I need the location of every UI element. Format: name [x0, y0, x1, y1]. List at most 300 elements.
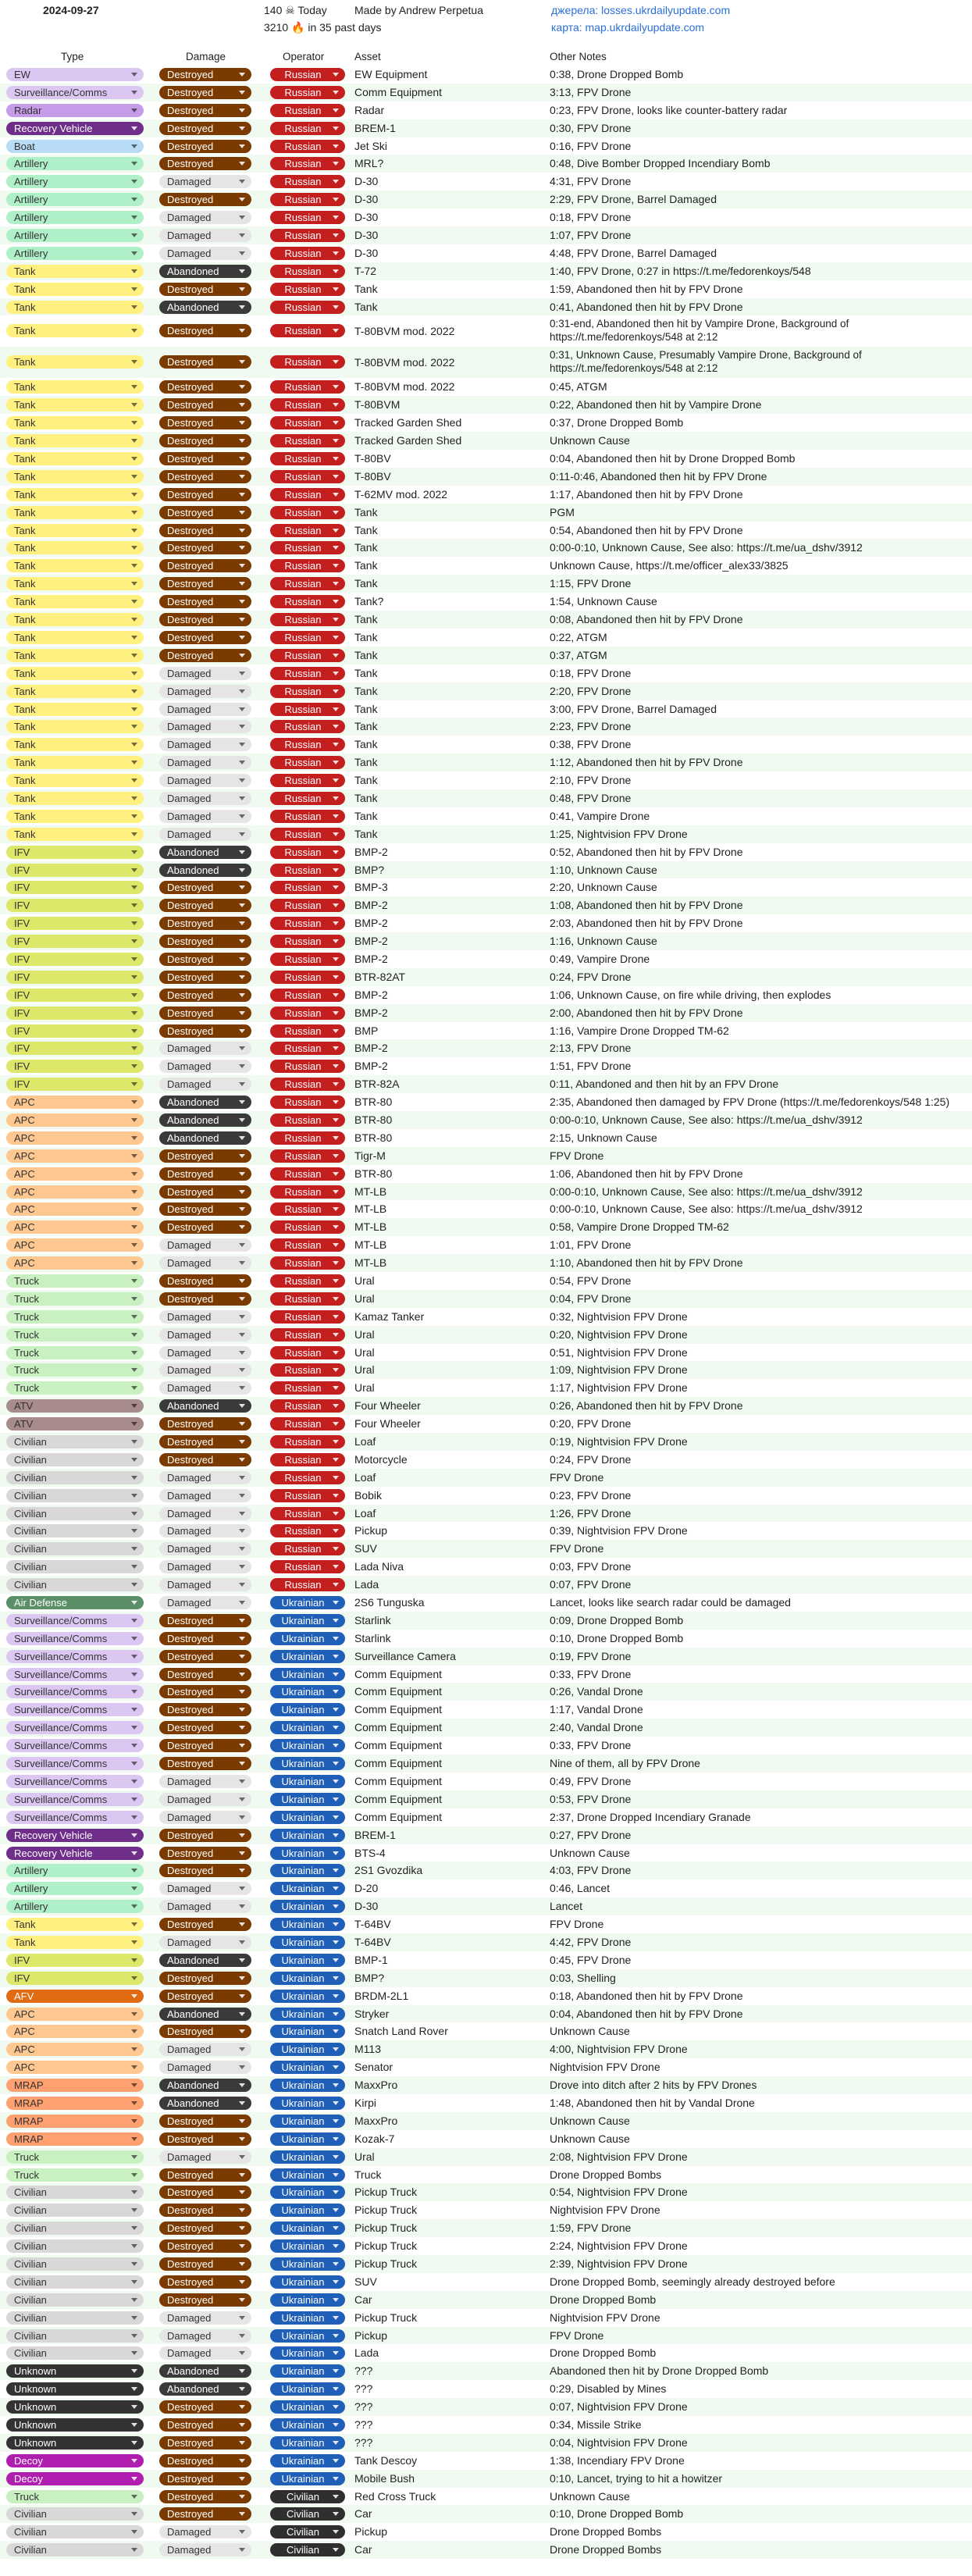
operator-select[interactable] — [270, 229, 345, 242]
operator-select[interactable] — [270, 881, 345, 894]
damage-select[interactable] — [159, 488, 251, 501]
damage-select[interactable] — [159, 953, 251, 966]
operator-select[interactable] — [270, 2454, 345, 2467]
operator-select[interactable] — [270, 541, 345, 554]
operator-select[interactable] — [270, 2008, 345, 2021]
damage-select[interactable] — [159, 2364, 251, 2378]
damage-select[interactable] — [159, 1060, 251, 1073]
type-select[interactable] — [6, 1578, 144, 1591]
operator-select[interactable] — [270, 2311, 345, 2325]
operator-select[interactable] — [270, 1900, 345, 1913]
operator-select[interactable] — [270, 1578, 345, 1591]
operator-select[interactable] — [270, 140, 345, 153]
operator-select[interactable] — [270, 1042, 345, 1055]
type-select[interactable] — [6, 1685, 144, 1698]
operator-select[interactable] — [270, 2079, 345, 2092]
damage-select[interactable] — [159, 1149, 251, 1163]
operator-select[interactable] — [270, 2025, 345, 2038]
type-select[interactable] — [6, 1882, 144, 1895]
sources-link[interactable]: джерела: losses.ukrdailyupdate.com — [551, 4, 731, 16]
operator-select[interactable] — [270, 2525, 345, 2539]
type-select[interactable] — [6, 68, 144, 81]
damage-select[interactable] — [159, 1042, 251, 1055]
operator-select[interactable] — [270, 355, 345, 369]
damage-select[interactable] — [159, 917, 251, 930]
type-select[interactable] — [6, 1900, 144, 1913]
damage-select[interactable] — [159, 971, 251, 984]
type-select[interactable] — [6, 738, 144, 751]
operator-select[interactable] — [270, 631, 345, 644]
type-select[interactable] — [6, 1220, 144, 1234]
damage-select[interactable] — [159, 175, 251, 188]
damage-select[interactable] — [159, 2097, 251, 2110]
damage-select[interactable] — [159, 2257, 251, 2271]
type-select[interactable] — [6, 2275, 144, 2289]
damage-select[interactable] — [159, 1238, 251, 1252]
damage-select[interactable] — [159, 140, 251, 153]
damage-select[interactable] — [159, 1936, 251, 1949]
type-select[interactable] — [6, 846, 144, 859]
damage-select[interactable] — [159, 1471, 251, 1484]
damage-select[interactable] — [159, 1024, 251, 1038]
operator-select[interactable] — [270, 703, 345, 716]
type-select[interactable] — [6, 1417, 144, 1431]
operator-select[interactable] — [270, 1078, 345, 1091]
damage-select[interactable] — [159, 1775, 251, 1788]
operator-select[interactable] — [270, 2043, 345, 2056]
operator-select[interactable] — [270, 2436, 345, 2450]
damage-select[interactable] — [159, 2239, 251, 2253]
damage-select[interactable] — [159, 1363, 251, 1377]
operator-select[interactable] — [270, 559, 345, 572]
type-select[interactable] — [6, 122, 144, 135]
operator-select[interactable] — [270, 1220, 345, 1234]
operator-select[interactable] — [270, 470, 345, 483]
damage-select[interactable] — [159, 1847, 251, 1860]
type-select[interactable] — [6, 2346, 144, 2360]
type-select[interactable] — [6, 1274, 144, 1288]
operator-select[interactable] — [270, 2168, 345, 2182]
type-select[interactable] — [6, 685, 144, 698]
operator-select[interactable] — [270, 1829, 345, 1842]
damage-select[interactable] — [159, 1650, 251, 1663]
damage-select[interactable] — [159, 1096, 251, 1109]
damage-select[interactable] — [159, 506, 251, 519]
operator-select[interactable] — [270, 104, 345, 117]
damage-select[interactable] — [159, 1167, 251, 1181]
damage-select[interactable] — [159, 157, 251, 170]
type-select[interactable] — [6, 1507, 144, 1520]
damage-select[interactable] — [159, 122, 251, 135]
type-select[interactable] — [6, 452, 144, 465]
operator-select[interactable] — [270, 86, 345, 99]
operator-select[interactable] — [270, 2418, 345, 2432]
damage-select[interactable] — [159, 881, 251, 894]
damage-select[interactable] — [159, 703, 251, 716]
damage-select[interactable] — [159, 1381, 251, 1395]
damage-select[interactable] — [159, 720, 251, 733]
damage-select[interactable] — [159, 524, 251, 537]
damage-select[interactable] — [159, 86, 251, 99]
operator-select[interactable] — [270, 971, 345, 984]
operator-select[interactable] — [270, 2239, 345, 2253]
operator-select[interactable] — [270, 2097, 345, 2110]
damage-select[interactable] — [159, 2079, 251, 2092]
operator-select[interactable] — [270, 2221, 345, 2235]
damage-select[interactable] — [159, 1507, 251, 1520]
type-select[interactable] — [6, 416, 144, 429]
operator-select[interactable] — [270, 720, 345, 733]
type-select[interactable] — [6, 1918, 144, 1931]
operator-select[interactable] — [270, 1310, 345, 1324]
damage-select[interactable] — [159, 1007, 251, 1020]
operator-select[interactable] — [270, 1381, 345, 1395]
type-select[interactable] — [6, 559, 144, 572]
damage-select[interactable] — [159, 2543, 251, 2556]
type-select[interactable] — [6, 1489, 144, 1502]
type-select[interactable] — [6, 917, 144, 930]
type-select[interactable] — [6, 1703, 144, 1716]
damage-select[interactable] — [159, 1435, 251, 1448]
type-select[interactable] — [6, 1847, 144, 1860]
operator-select[interactable] — [270, 613, 345, 626]
operator-select[interactable] — [270, 1632, 345, 1645]
type-select[interactable] — [6, 1614, 144, 1627]
damage-select[interactable] — [159, 989, 251, 1002]
damage-select[interactable] — [159, 577, 251, 590]
type-select[interactable] — [6, 175, 144, 188]
operator-select[interactable] — [270, 1185, 345, 1199]
damage-select[interactable] — [159, 1793, 251, 1806]
damage-select[interactable] — [159, 1829, 251, 1842]
type-select[interactable] — [6, 1596, 144, 1609]
type-select[interactable] — [6, 2293, 144, 2307]
damage-select[interactable] — [159, 685, 251, 698]
type-select[interactable] — [6, 2364, 144, 2378]
operator-select[interactable] — [270, 193, 345, 206]
type-select[interactable] — [6, 2311, 144, 2325]
type-select[interactable] — [6, 1811, 144, 1824]
operator-select[interactable] — [270, 211, 345, 224]
operator-select[interactable] — [270, 434, 345, 447]
type-select[interactable] — [6, 2097, 144, 2110]
operator-select[interactable] — [270, 935, 345, 948]
damage-select[interactable] — [159, 247, 251, 260]
type-select[interactable] — [6, 2418, 144, 2432]
damage-select[interactable] — [159, 1131, 251, 1145]
type-select[interactable] — [6, 229, 144, 242]
operator-select[interactable] — [270, 1560, 345, 1573]
operator-select[interactable] — [270, 899, 345, 912]
operator-select[interactable] — [270, 2543, 345, 2556]
type-select[interactable] — [6, 2239, 144, 2253]
operator-select[interactable] — [270, 953, 345, 966]
operator-select[interactable] — [270, 265, 345, 278]
damage-select[interactable] — [159, 265, 251, 278]
type-select[interactable] — [6, 828, 144, 841]
type-select[interactable] — [6, 1363, 144, 1377]
operator-select[interactable] — [270, 1131, 345, 1145]
damage-select[interactable] — [159, 1900, 251, 1913]
type-select[interactable] — [6, 935, 144, 948]
operator-select[interactable] — [270, 1471, 345, 1484]
damage-select[interactable] — [159, 1757, 251, 1770]
map-link[interactable]: карта: map.ukrdailyupdate.com — [551, 21, 705, 34]
damage-select[interactable] — [159, 2418, 251, 2432]
type-select[interactable] — [6, 1328, 144, 1341]
operator-select[interactable] — [270, 324, 345, 337]
operator-select[interactable] — [270, 810, 345, 823]
type-select[interactable] — [6, 1381, 144, 1395]
damage-select[interactable] — [159, 470, 251, 483]
type-select[interactable] — [6, 1399, 144, 1413]
type-select[interactable] — [6, 595, 144, 608]
damage-select[interactable] — [159, 2507, 251, 2521]
type-select[interactable] — [6, 1292, 144, 1306]
operator-select[interactable] — [270, 1918, 345, 1931]
damage-select[interactable] — [159, 324, 251, 337]
damage-select[interactable] — [159, 631, 251, 644]
damage-select[interactable] — [159, 649, 251, 662]
operator-select[interactable] — [270, 1775, 345, 1788]
operator-select[interactable] — [270, 1864, 345, 1877]
type-select[interactable] — [6, 1024, 144, 1038]
damage-select[interactable] — [159, 756, 251, 769]
type-select[interactable] — [6, 2150, 144, 2164]
type-select[interactable] — [6, 488, 144, 501]
damage-select[interactable] — [159, 2400, 251, 2414]
operator-select[interactable] — [270, 756, 345, 769]
type-select[interactable] — [6, 792, 144, 805]
operator-select[interactable] — [270, 2061, 345, 2074]
damage-select[interactable] — [159, 1614, 251, 1627]
type-select[interactable] — [6, 2525, 144, 2539]
damage-select[interactable] — [159, 2329, 251, 2343]
operator-select[interactable] — [270, 1650, 345, 1663]
damage-select[interactable] — [159, 398, 251, 412]
operator-select[interactable] — [270, 1007, 345, 1020]
operator-select[interactable] — [270, 283, 345, 296]
operator-select[interactable] — [270, 1685, 345, 1698]
damage-select[interactable] — [159, 2061, 251, 2074]
operator-select[interactable] — [270, 1256, 345, 1270]
operator-select[interactable] — [270, 122, 345, 135]
operator-select[interactable] — [270, 2382, 345, 2396]
type-select[interactable] — [6, 1131, 144, 1145]
type-select[interactable] — [6, 2543, 144, 2556]
operator-select[interactable] — [270, 1739, 345, 1752]
type-select[interactable] — [6, 193, 144, 206]
damage-select[interactable] — [159, 1990, 251, 2003]
operator-select[interactable] — [270, 1096, 345, 1109]
type-select[interactable] — [6, 1668, 144, 1681]
type-select[interactable] — [6, 86, 144, 99]
type-select[interactable] — [6, 1149, 144, 1163]
operator-select[interactable] — [270, 1614, 345, 1627]
operator-select[interactable] — [270, 1149, 345, 1163]
operator-select[interactable] — [270, 2150, 345, 2164]
damage-select[interactable] — [159, 104, 251, 117]
type-select[interactable] — [6, 2168, 144, 2182]
damage-select[interactable] — [159, 1524, 251, 1537]
damage-select[interactable] — [159, 2025, 251, 2038]
damage-select[interactable] — [159, 828, 251, 841]
operator-select[interactable] — [270, 1847, 345, 1860]
damage-select[interactable] — [159, 595, 251, 608]
damage-select[interactable] — [159, 452, 251, 465]
type-select[interactable] — [6, 2257, 144, 2271]
type-select[interactable] — [6, 631, 144, 644]
damage-select[interactable] — [159, 1632, 251, 1645]
operator-select[interactable] — [270, 1524, 345, 1537]
damage-select[interactable] — [159, 68, 251, 81]
operator-select[interactable] — [270, 2472, 345, 2485]
damage-select[interactable] — [159, 2186, 251, 2199]
damage-select[interactable] — [159, 1703, 251, 1716]
damage-select[interactable] — [159, 1864, 251, 1877]
type-select[interactable] — [6, 1042, 144, 1055]
type-select[interactable] — [6, 1113, 144, 1127]
type-select[interactable] — [6, 2204, 144, 2217]
damage-select[interactable] — [159, 2008, 251, 2021]
damage-select[interactable] — [159, 1668, 251, 1681]
damage-select[interactable] — [159, 1274, 251, 1288]
operator-select[interactable] — [270, 1542, 345, 1555]
operator-select[interactable] — [270, 2400, 345, 2414]
operator-select[interactable] — [270, 2329, 345, 2343]
type-select[interactable] — [6, 613, 144, 626]
operator-select[interactable] — [270, 1202, 345, 1216]
type-select[interactable] — [6, 301, 144, 314]
type-select[interactable] — [6, 2436, 144, 2450]
damage-select[interactable] — [159, 2204, 251, 2217]
damage-select[interactable] — [159, 283, 251, 296]
damage-select[interactable] — [159, 2311, 251, 2325]
operator-select[interactable] — [270, 595, 345, 608]
operator-select[interactable] — [270, 1113, 345, 1127]
type-select[interactable] — [6, 667, 144, 680]
operator-select[interactable] — [270, 685, 345, 698]
damage-select[interactable] — [159, 1596, 251, 1609]
type-select[interactable] — [6, 577, 144, 590]
damage-select[interactable] — [159, 1292, 251, 1306]
damage-select[interactable] — [159, 1972, 251, 1985]
type-select[interactable] — [6, 2061, 144, 2074]
operator-select[interactable] — [270, 774, 345, 787]
damage-select[interactable] — [159, 380, 251, 394]
operator-select[interactable] — [270, 2257, 345, 2271]
damage-select[interactable] — [159, 613, 251, 626]
type-select[interactable] — [6, 140, 144, 153]
damage-select[interactable] — [159, 2221, 251, 2235]
type-select[interactable] — [6, 1202, 144, 1216]
operator-select[interactable] — [270, 1507, 345, 1520]
type-select[interactable] — [6, 2454, 144, 2467]
operator-select[interactable] — [270, 1668, 345, 1681]
operator-select[interactable] — [270, 1363, 345, 1377]
type-select[interactable] — [6, 541, 144, 554]
operator-select[interactable] — [270, 452, 345, 465]
type-select[interactable] — [6, 434, 144, 447]
operator-select[interactable] — [270, 2364, 345, 2378]
damage-select[interactable] — [159, 2293, 251, 2307]
damage-select[interactable] — [159, 738, 251, 751]
type-select[interactable] — [6, 2079, 144, 2092]
type-select[interactable] — [6, 1632, 144, 1645]
type-select[interactable] — [6, 247, 144, 260]
operator-select[interactable] — [270, 792, 345, 805]
type-select[interactable] — [6, 324, 144, 337]
damage-select[interactable] — [159, 2168, 251, 2182]
operator-select[interactable] — [270, 1328, 345, 1341]
type-select[interactable] — [6, 756, 144, 769]
operator-select[interactable] — [270, 1060, 345, 1073]
operator-select[interactable] — [270, 1417, 345, 1431]
type-select[interactable] — [6, 1524, 144, 1537]
type-select[interactable] — [6, 2490, 144, 2503]
type-select[interactable] — [6, 2382, 144, 2396]
type-select[interactable] — [6, 1453, 144, 1466]
type-select[interactable] — [6, 398, 144, 412]
type-select[interactable] — [6, 1078, 144, 1091]
type-select[interactable] — [6, 211, 144, 224]
type-select[interactable] — [6, 1721, 144, 1734]
damage-select[interactable] — [159, 2382, 251, 2396]
operator-select[interactable] — [270, 1936, 345, 1949]
operator-select[interactable] — [270, 1990, 345, 2003]
operator-select[interactable] — [270, 157, 345, 170]
type-select[interactable] — [6, 1060, 144, 1073]
type-select[interactable] — [6, 265, 144, 278]
type-select[interactable] — [6, 720, 144, 733]
type-select[interactable] — [6, 1310, 144, 1324]
damage-select[interactable] — [159, 434, 251, 447]
type-select[interactable] — [6, 1864, 144, 1877]
operator-select[interactable] — [270, 649, 345, 662]
damage-select[interactable] — [159, 1328, 251, 1341]
type-select[interactable] — [6, 2221, 144, 2235]
damage-select[interactable] — [159, 1882, 251, 1895]
operator-select[interactable] — [270, 577, 345, 590]
damage-select[interactable] — [159, 1417, 251, 1431]
type-select[interactable] — [6, 506, 144, 519]
type-select[interactable] — [6, 899, 144, 912]
operator-select[interactable] — [270, 1596, 345, 1609]
type-select[interactable] — [6, 1936, 144, 1949]
type-select[interactable] — [6, 1954, 144, 1967]
type-select[interactable] — [6, 2025, 144, 2038]
type-select[interactable] — [6, 1185, 144, 1199]
operator-select[interactable] — [270, 1972, 345, 1985]
damage-select[interactable] — [159, 1399, 251, 1413]
operator-select[interactable] — [270, 2490, 345, 2503]
type-select[interactable] — [6, 774, 144, 787]
type-select[interactable] — [6, 1793, 144, 1806]
operator-select[interactable] — [270, 2186, 345, 2199]
damage-select[interactable] — [159, 1310, 251, 1324]
type-select[interactable] — [6, 2132, 144, 2146]
operator-select[interactable] — [270, 1954, 345, 1967]
type-select[interactable] — [6, 1471, 144, 1484]
operator-select[interactable] — [270, 2507, 345, 2521]
damage-select[interactable] — [159, 2454, 251, 2467]
operator-select[interactable] — [270, 68, 345, 81]
type-select[interactable] — [6, 1435, 144, 1448]
damage-select[interactable] — [159, 1453, 251, 1466]
operator-select[interactable] — [270, 1399, 345, 1413]
operator-select[interactable] — [270, 846, 345, 859]
damage-select[interactable] — [159, 2115, 251, 2128]
